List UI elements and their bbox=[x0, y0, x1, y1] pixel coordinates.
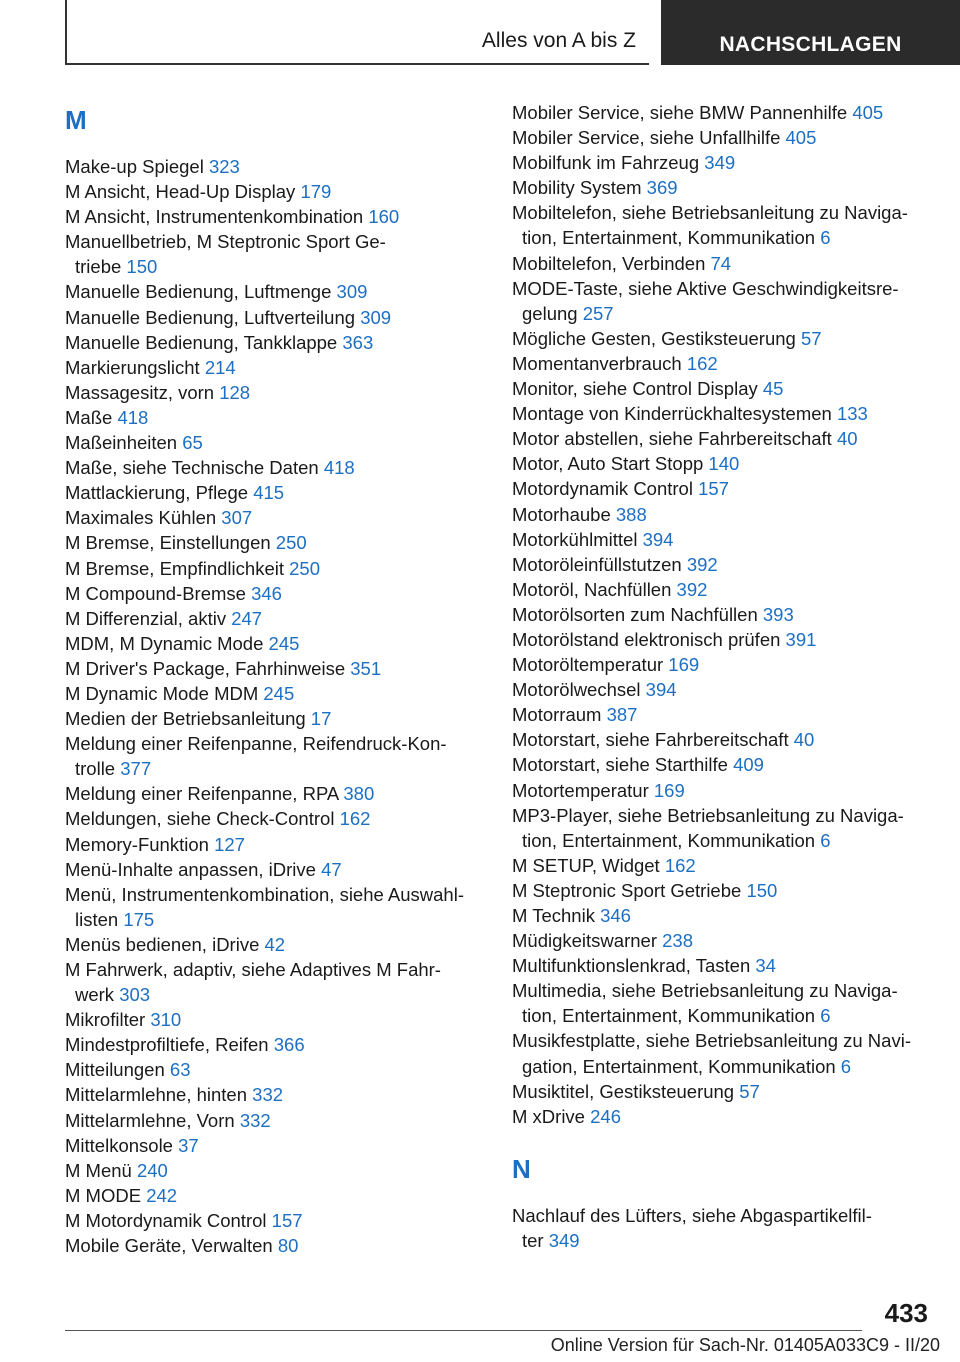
index-entry-page-link[interactable]: 332 bbox=[239, 1109, 271, 1131]
header-bottom-rule bbox=[65, 63, 649, 65]
index-entry-term: Meldungen, siehe Check-Control bbox=[65, 808, 335, 830]
index-entry bbox=[65, 480, 485, 505]
index-entry-term: Manuellbetrieb, M Steptronic Sport Ge- triebe bbox=[65, 231, 386, 278]
index-entry-term: Maximales Kühlen bbox=[65, 507, 217, 529]
index-entry bbox=[65, 1082, 485, 1107]
index-entry-page-link[interactable]: 394 bbox=[642, 528, 674, 550]
index-entries-right-m bbox=[512, 100, 937, 1129]
section-title: Alles von A bis Z bbox=[481, 29, 636, 52]
index-entry-page-link[interactable]: 245 bbox=[268, 632, 300, 654]
index-entry-term: Multifunktionslenkrad, Tasten bbox=[512, 955, 751, 977]
index-entry-term: Motoröleinfüllstutzen bbox=[512, 553, 682, 575]
index-entry bbox=[65, 832, 485, 857]
index-entry bbox=[65, 631, 485, 656]
index-entry-page-link[interactable]: 405 bbox=[785, 127, 817, 149]
index-entry-page-link[interactable]: 47 bbox=[321, 858, 342, 880]
index-entry bbox=[65, 606, 485, 631]
index-entry-term: Mattlackierung, Pflege bbox=[65, 482, 249, 504]
index-entry-page-link[interactable]: 387 bbox=[606, 704, 638, 726]
index-entry-page-link[interactable]: 80 bbox=[277, 1235, 299, 1257]
index-entry-page-link[interactable]: 393 bbox=[762, 603, 794, 625]
index-entry-term: Medien der Betriebsanleitung bbox=[65, 708, 306, 730]
index-entries-left bbox=[65, 154, 485, 1258]
index-entry-term: Menü, Instrumentenkombination, siehe Auswahl- listen bbox=[65, 883, 464, 930]
index-entry-term: Motorölstand elektronisch prüfen bbox=[512, 628, 781, 650]
index-entry-term: Mitteilungen bbox=[65, 1059, 165, 1081]
index-entry-page-link[interactable]: 418 bbox=[323, 457, 355, 479]
index-entry-page-link[interactable]: 160 bbox=[368, 206, 400, 228]
index-entry-term: Mobiler Service, siehe Unfallhilfe bbox=[512, 127, 781, 149]
index-entry bbox=[512, 401, 937, 426]
index-entry bbox=[512, 803, 937, 853]
index-entry-term: Mögliche Gesten, Gestiksteuerung bbox=[512, 327, 796, 349]
index-entry-term: Make-up Spiegel bbox=[65, 156, 204, 177]
index-entry-page-link[interactable]: 17 bbox=[310, 708, 332, 730]
index-entry-page-link[interactable]: 369 bbox=[646, 177, 678, 199]
index-entry-page-link[interactable]: 310 bbox=[150, 1009, 182, 1031]
index-entry bbox=[65, 1057, 485, 1082]
index-entry bbox=[512, 1028, 937, 1078]
index-entry-page-link[interactable]: 157 bbox=[271, 1209, 303, 1231]
index-entry bbox=[512, 627, 937, 652]
index-entry bbox=[65, 330, 485, 355]
index-entry bbox=[512, 1104, 937, 1129]
index-entry-page-link[interactable]: 307 bbox=[221, 507, 253, 529]
index-entry bbox=[512, 251, 937, 276]
index-entry-term: M Technik bbox=[512, 905, 595, 926]
index-entry-term: Mobiltelefon, siehe Betriebsanleitung zu Naviga- tion, Entertainment, Kommunikation bbox=[512, 202, 908, 249]
index-entry bbox=[65, 882, 485, 932]
index-entry-page-link[interactable]: 380 bbox=[343, 783, 375, 805]
index-entry bbox=[512, 853, 937, 878]
index-entry bbox=[512, 200, 937, 250]
index-entry-term: Mittelarmlehne, hinten bbox=[65, 1084, 248, 1106]
index-entry-page-link[interactable]: 179 bbox=[300, 181, 332, 203]
index-entry-term: Motorraum bbox=[512, 704, 602, 726]
index-entry-page-link[interactable]: 418 bbox=[117, 406, 149, 428]
index-entry-term: Maßeinheiten bbox=[65, 432, 178, 454]
index-entry-term: M Steptronic Sport Getriebe bbox=[512, 879, 742, 901]
index-column-left bbox=[65, 100, 485, 1258]
index-entry-page-link[interactable]: 40 bbox=[836, 428, 858, 450]
index-entry bbox=[512, 326, 937, 351]
index-entry-term: Markierungslicht bbox=[65, 356, 200, 378]
index-entry-page-link[interactable]: 214 bbox=[204, 356, 236, 378]
index-entry bbox=[512, 175, 937, 200]
index-entry bbox=[65, 229, 485, 279]
index-entry bbox=[512, 502, 937, 527]
index-entry-page-link[interactable]: 140 bbox=[708, 453, 740, 475]
index-entry bbox=[65, 279, 485, 304]
chapter-title: NACHSCHLAGEN bbox=[719, 33, 902, 56]
index-entry-term: M Bremse, Einstellungen bbox=[65, 532, 271, 554]
index-entry-term: Nachlauf des Lüfters, siehe Abgaspartikelfil- ter bbox=[512, 1204, 872, 1251]
index-entry-term: MDM, M Dynamic Mode bbox=[65, 632, 264, 654]
index-entry-page-link[interactable]: 247 bbox=[231, 607, 263, 629]
index-entry bbox=[512, 276, 937, 326]
index-entry-term: Musiktitel, Gestiksteuerung bbox=[512, 1080, 735, 1102]
index-entry bbox=[65, 806, 485, 831]
index-entry-term: Meldung einer Reifenpanne, Reifendruck-Kon- trolle bbox=[65, 733, 447, 780]
index-entry-term: M Differenzial, aktiv bbox=[65, 607, 227, 629]
index-entry-page-link[interactable]: 405 bbox=[852, 102, 884, 123]
index-entry-page-link[interactable]: 37 bbox=[178, 1134, 199, 1156]
index-entry bbox=[65, 405, 485, 430]
index-entry-term: Motorölsorten zum Nachfüllen bbox=[512, 603, 758, 625]
index-entry-term: Multimedia, siehe Betriebsanleitung zu Naviga- tion, Entertainment, Kommunikation bbox=[512, 980, 898, 1027]
index-entry-term: Manuelle Bedienung, Luftmenge bbox=[65, 281, 332, 303]
index-entry-page-link[interactable]: 366 bbox=[273, 1034, 305, 1056]
index-entry-page-link[interactable]: 245 bbox=[263, 682, 295, 704]
index-entry-page-link[interactable]: 409 bbox=[733, 754, 764, 776]
index-entry-term: Mikrofilter bbox=[65, 1009, 146, 1031]
index-entry-page-link[interactable]: 6 bbox=[840, 1055, 852, 1077]
index-entry-page-link[interactable]: 162 bbox=[686, 352, 718, 374]
index-entry-term: Maße bbox=[65, 406, 113, 428]
index-entry-page-link[interactable]: 257 bbox=[582, 302, 614, 324]
index-entry-page-link[interactable]: 250 bbox=[275, 532, 307, 554]
index-entry-page-link[interactable]: 6 bbox=[820, 829, 831, 851]
index-entry bbox=[512, 1203, 937, 1253]
index-entry-page-link[interactable]: 127 bbox=[214, 833, 245, 855]
index-entry bbox=[512, 953, 937, 978]
index-entry-term: Monitor, siehe Control Display bbox=[512, 378, 758, 400]
page-number: 433 bbox=[884, 1298, 928, 1328]
index-entry-page-link[interactable]: 63 bbox=[169, 1059, 191, 1081]
index-entry-term: Motordynamik Control bbox=[512, 478, 693, 500]
index-entry bbox=[65, 179, 485, 204]
index-entry bbox=[65, 154, 485, 179]
index-entry-page-link[interactable]: 57 bbox=[800, 327, 822, 349]
index-entry-term: Motorkühlmittel bbox=[512, 528, 638, 550]
index-entry bbox=[512, 125, 937, 150]
index-entry bbox=[65, 1032, 485, 1057]
index-entry-page-link[interactable]: 150 bbox=[126, 256, 158, 278]
index-entry bbox=[512, 978, 937, 1028]
index-entry bbox=[512, 451, 937, 476]
index-entry bbox=[512, 426, 937, 451]
index-entry bbox=[512, 552, 937, 577]
index-entry bbox=[65, 1133, 485, 1158]
index-entry-term: Motorstart, siehe Starthilfe bbox=[512, 754, 728, 776]
index-entry-term: Mobility System bbox=[512, 177, 642, 199]
index-entry-page-link[interactable]: 392 bbox=[676, 578, 708, 600]
index-entry bbox=[65, 932, 485, 957]
index-entry-page-link[interactable]: 346 bbox=[251, 582, 282, 604]
index-entry bbox=[512, 476, 937, 501]
index-entry-term: Mobiltelefon, Verbinden bbox=[512, 252, 706, 274]
index-entry-page-link[interactable]: 34 bbox=[755, 955, 776, 977]
index-entry bbox=[65, 430, 485, 455]
index-entry-term: Momentanverbrauch bbox=[512, 352, 682, 374]
index-entry-page-link[interactable]: 242 bbox=[146, 1184, 178, 1206]
index-entry bbox=[65, 1208, 485, 1233]
index-entry bbox=[65, 781, 485, 806]
index-entry-term: Mobilfunk im Fahrzeug bbox=[512, 152, 700, 174]
index-entry-term: Mobiler Service, siehe BMW Pannenhilfe bbox=[512, 102, 848, 123]
index-entry-page-link[interactable]: 157 bbox=[698, 478, 729, 500]
index-entry-term: M Ansicht, Head-Up Display bbox=[65, 181, 296, 203]
index-entry bbox=[512, 602, 937, 627]
index-entry-page-link[interactable]: 150 bbox=[746, 879, 778, 901]
index-entry-page-link[interactable]: 391 bbox=[785, 628, 817, 650]
index-entry-page-link[interactable]: 6 bbox=[820, 1005, 831, 1027]
index-entry-term: M Menü bbox=[65, 1159, 132, 1181]
index-entry-term: M Compound-Bremse bbox=[65, 582, 246, 604]
index-entry-page-link[interactable]: 74 bbox=[710, 252, 732, 274]
index-entry-term: Motor, Auto Start Stopp bbox=[512, 453, 704, 475]
index-entry-page-link[interactable]: 57 bbox=[739, 1080, 760, 1102]
index-entry-page-link[interactable]: 309 bbox=[336, 281, 368, 303]
index-entries-right-n bbox=[512, 1203, 937, 1253]
index-entry bbox=[512, 702, 937, 727]
index-entry bbox=[512, 928, 937, 953]
index-entry-term: Memory-Funktion bbox=[65, 833, 209, 855]
index-entry-page-link[interactable]: 250 bbox=[289, 557, 320, 579]
index-entry bbox=[512, 376, 937, 401]
index-letter-m: M bbox=[65, 105, 87, 135]
index-entry-page-link[interactable]: 377 bbox=[120, 758, 152, 780]
index-entry bbox=[65, 656, 485, 681]
index-entry bbox=[512, 752, 937, 777]
index-entry-page-link[interactable]: 349 bbox=[704, 152, 736, 174]
index-entry-page-link[interactable]: 388 bbox=[615, 503, 647, 525]
index-entry-term: M Fahrwerk, adaptiv, siehe Adaptives M Fahr- werk bbox=[65, 959, 441, 1006]
index-entry bbox=[512, 727, 937, 752]
index-entry-page-link[interactable]: 40 bbox=[793, 729, 815, 751]
index-entry-page-link[interactable]: 351 bbox=[350, 657, 382, 679]
index-entry-page-link[interactable]: 45 bbox=[762, 378, 784, 400]
index-entry-term: Maße, siehe Technische Daten bbox=[65, 457, 319, 479]
index-entry-term: M Motordynamik Control bbox=[65, 1209, 267, 1231]
index-entry bbox=[65, 1233, 485, 1258]
index-entry-term: Motorölwechsel bbox=[512, 679, 641, 701]
index-entry-page-link[interactable]: 65 bbox=[182, 432, 203, 454]
index-entry-term: Motorhaube bbox=[512, 503, 611, 525]
index-entry bbox=[65, 1183, 485, 1208]
index-entry-page-link[interactable]: 42 bbox=[264, 933, 286, 955]
index-entry-term: M Driver's Package, Fahrhinweise bbox=[65, 657, 346, 679]
index-entry-page-link[interactable]: 309 bbox=[360, 306, 392, 328]
index-entry-term: Meldung einer Reifenpanne, RPA bbox=[65, 783, 339, 805]
index-entry-term: Manuelle Bedienung, Luftverteilung bbox=[65, 306, 356, 328]
index-entry-page-link[interactable]: 169 bbox=[668, 654, 700, 676]
index-entry bbox=[65, 706, 485, 731]
chapter-tab bbox=[661, 0, 960, 65]
index-entry-term: Montage von Kinderrückhaltesystemen bbox=[512, 403, 832, 425]
index-entry-term: Musikfestplatte, siehe Betriebsanleitung zu Navi- gation, Entertainment, Kommunikation bbox=[512, 1030, 911, 1077]
index-entry-term: Menüs bedienen, iDrive bbox=[65, 933, 260, 955]
index-entry-term: M SETUP, Widget bbox=[512, 854, 660, 876]
index-entry bbox=[512, 878, 937, 903]
index-entry-page-link[interactable]: 392 bbox=[686, 553, 718, 575]
index-entry-term: Mittelkonsole bbox=[65, 1134, 173, 1156]
index-entry-page-link[interactable]: 6 bbox=[820, 227, 831, 249]
index-entry-page-link[interactable]: 240 bbox=[136, 1159, 168, 1181]
index-entry-page-link[interactable]: 332 bbox=[252, 1084, 284, 1106]
index-entry-term: Menü-Inhalte anpassen, iDrive bbox=[65, 858, 316, 880]
index-entry-page-link[interactable]: 246 bbox=[590, 1105, 621, 1127]
index-entry bbox=[65, 505, 485, 530]
index-entry-term: MODE-Taste, siehe Aktive Geschwindigkeitsre- gelung bbox=[512, 277, 899, 324]
index-entry-page-link[interactable]: 346 bbox=[600, 905, 631, 926]
index-entry bbox=[65, 380, 485, 405]
index-entry-page-link[interactable]: 323 bbox=[208, 156, 240, 177]
index-entry bbox=[512, 677, 937, 702]
index-entry bbox=[65, 957, 485, 1007]
index-entry bbox=[65, 355, 485, 380]
index-entry-term: Motoröltemperatur bbox=[512, 654, 664, 676]
index-entry-term: M Bremse, Empfindlichkeit bbox=[65, 557, 284, 579]
index-entry-page-link[interactable]: 128 bbox=[219, 381, 251, 403]
index-entry-term: Mittelarmlehne, Vorn bbox=[65, 1109, 235, 1131]
index-column-right bbox=[512, 100, 937, 1253]
index-entry bbox=[512, 778, 937, 803]
index-entry bbox=[65, 530, 485, 555]
index-entry-page-link[interactable]: 175 bbox=[123, 908, 155, 930]
index-entry-page-link[interactable]: 415 bbox=[253, 482, 285, 504]
index-entry-page-link[interactable]: 303 bbox=[119, 984, 151, 1006]
index-entry-term: Manuelle Bedienung, Tankklappe bbox=[65, 331, 338, 353]
index-entry-page-link[interactable]: 169 bbox=[653, 779, 685, 801]
index-entry bbox=[65, 556, 485, 581]
index-entry-term: Motortemperatur bbox=[512, 779, 649, 801]
index-entry bbox=[65, 581, 485, 606]
index-entry bbox=[512, 1079, 937, 1104]
index-entry bbox=[65, 204, 485, 229]
index-entry bbox=[65, 305, 485, 330]
index-entry bbox=[65, 1108, 485, 1133]
index-entry-page-link[interactable]: 162 bbox=[664, 854, 696, 876]
index-entry bbox=[512, 527, 937, 552]
index-entry-page-link[interactable]: 238 bbox=[662, 930, 693, 952]
index-entry bbox=[65, 731, 485, 781]
index-entry-page-link[interactable]: 394 bbox=[645, 679, 677, 701]
index-entry-page-link[interactable]: 162 bbox=[339, 808, 371, 830]
index-entry-term: Motoröl, Nachfüllen bbox=[512, 578, 672, 600]
index-entry-term: MP3-Player, siehe Betriebsanleitung zu Naviga- tion, Entertainment, Kommunikation bbox=[512, 804, 904, 851]
index-entry bbox=[65, 1158, 485, 1183]
index-entry bbox=[65, 455, 485, 480]
index-entry bbox=[512, 351, 937, 376]
index-entry-term: M Dynamic Mode MDM bbox=[65, 682, 259, 704]
index-entry-term: Mindestprofiltiefe, Reifen bbox=[65, 1034, 269, 1056]
index-entry bbox=[512, 577, 937, 602]
index-entry-term: M MODE bbox=[65, 1184, 142, 1206]
index-entry bbox=[512, 100, 937, 125]
index-entry bbox=[512, 150, 937, 175]
index-entry-term: Mobile Geräte, Verwalten bbox=[65, 1235, 273, 1257]
index-entry-page-link[interactable]: 133 bbox=[836, 403, 868, 425]
index-entry-page-link[interactable]: 349 bbox=[548, 1229, 580, 1251]
index-entry bbox=[512, 903, 937, 928]
online-version-note: Online Version für Sach-Nr. 01405A033C9 - II/20 bbox=[550, 1335, 940, 1355]
index-entry-page-link[interactable]: 363 bbox=[342, 331, 374, 353]
index-entry bbox=[65, 1007, 485, 1032]
index-letter-n: N bbox=[512, 1153, 531, 1184]
index-entry-term: Müdigkeitswarner bbox=[512, 930, 657, 952]
index-entry-term: M xDrive bbox=[512, 1105, 585, 1127]
index-entry-term: Motor abstellen, siehe Fahrbereitschaft bbox=[512, 428, 832, 450]
index-entry bbox=[65, 857, 485, 882]
index-entry bbox=[512, 652, 937, 677]
index-entry bbox=[65, 681, 485, 706]
header-left-rule bbox=[65, 0, 67, 64]
index-entry-term: Motorstart, siehe Fahrbereitschaft bbox=[512, 729, 789, 751]
index-entry-term: Massagesitz, vorn bbox=[65, 381, 215, 403]
index-entry-term: M Ansicht, Instrumentenkombination bbox=[65, 206, 364, 228]
